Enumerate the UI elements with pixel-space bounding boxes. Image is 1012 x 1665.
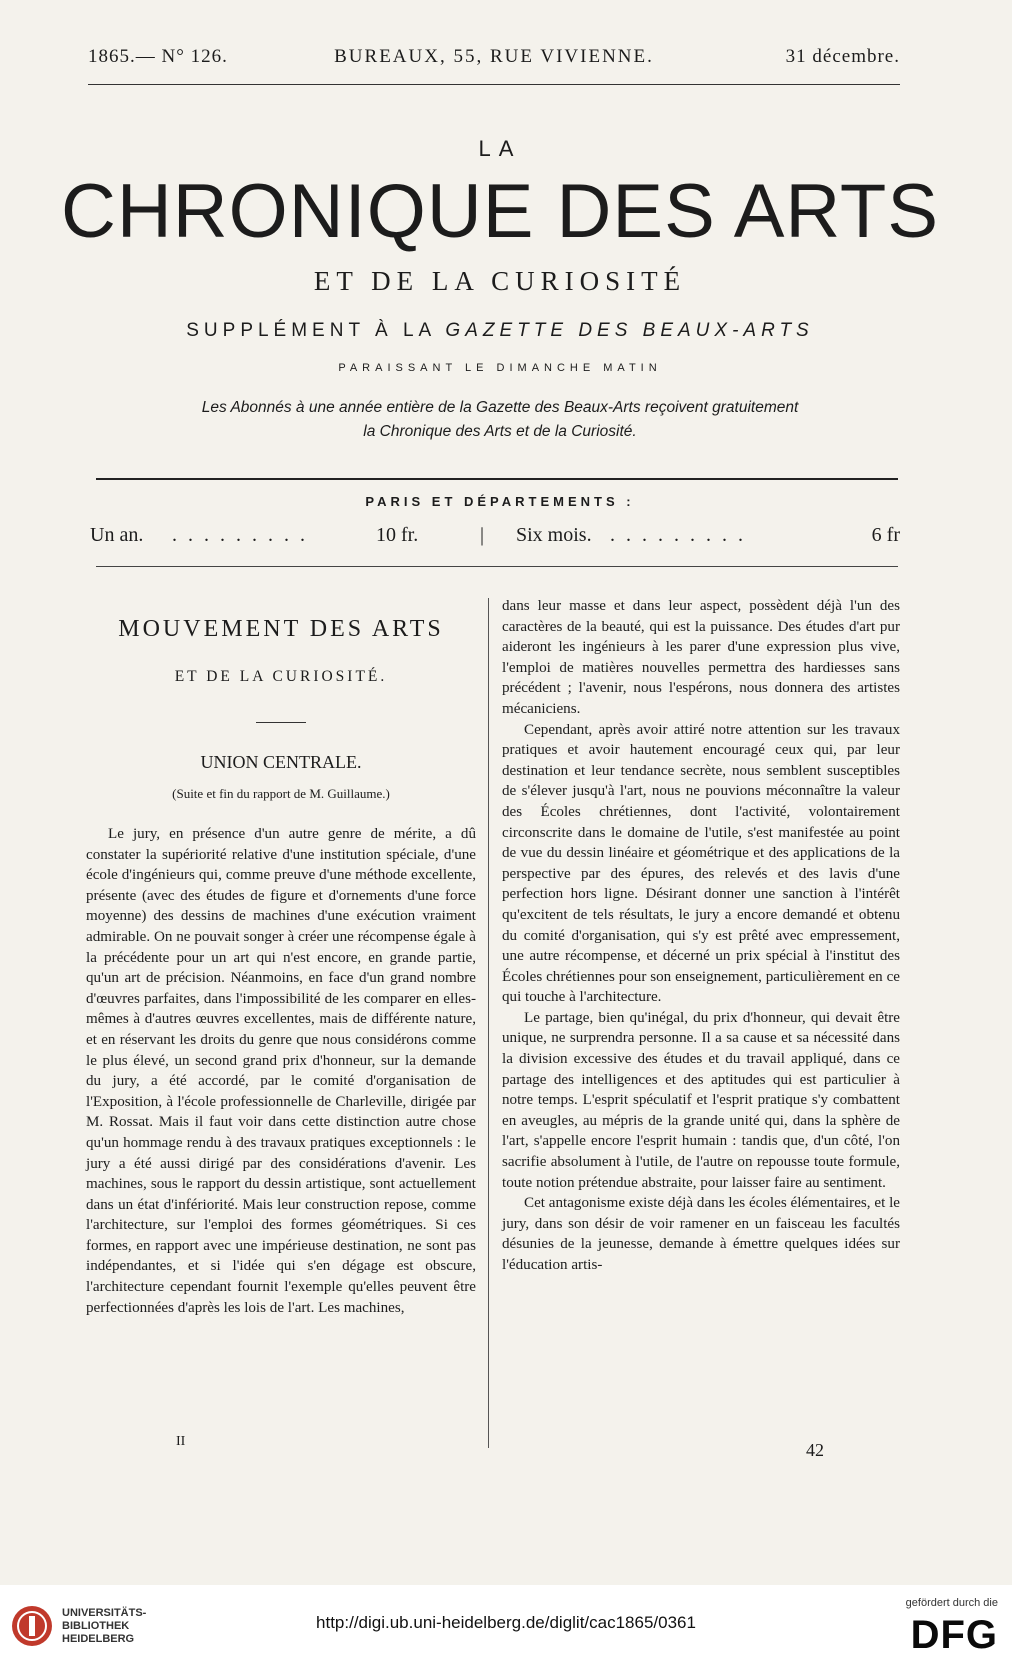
office-address: BUREAUX, 55, RUE VIVIENNE. [334, 46, 654, 67]
paragraph: Cet antagonisme existe déjà dans les écoles élémentaires, et le jury, dans son désir de voir ramener en un faisceau les facultés désunies de la jeunesse, demande à émettre quelques idées sur l'éducation artis- [502, 1195, 900, 1273]
gazette-name: GAZETTE DES BEAUX-ARTS [445, 320, 814, 341]
sheet-signature: II [176, 1434, 186, 1449]
price-separator: | [480, 524, 485, 546]
library-line-1: UNIVERSITÄTS- [62, 1607, 147, 1619]
article-heading: UNION CENTRALE. [200, 752, 362, 772]
continuation-note: (Suite et fin du rapport de M. Guillaume.) [172, 786, 390, 801]
issue-number: 1865.— N° 126. [88, 46, 228, 67]
subscription-heading: PARIS ET DÉPARTEMENTS : [365, 494, 635, 509]
supplement-prefix: SUPPLÉMENT À LA [186, 320, 436, 341]
masthead-subtitle: ET DE LA CURIOSITÉ [313, 266, 687, 296]
subscription-prices [88, 524, 900, 554]
subscriber-notice [0, 396, 1000, 444]
footer-bar [0, 1585, 1012, 1665]
header-line [88, 46, 900, 74]
paragraph: dans leur masse et dans leur aspect, possèdent déjà l'un des caractères de la beauté, qui est la puissance. Des études d'art pur aideront les ingénieurs à les parer d'une expression plus vive, l'emploi de matières nouvelles permettra des hardiesses sans précédent ; l'avenir, nous l'espérons, nous donnera des artistes mécaniciens. [502, 598, 900, 717]
masthead-title: CHRONIQUE DES ARTS [60, 169, 940, 254]
library-line-3: HEIDELBERG [62, 1633, 135, 1645]
notice-line-2: la Chronique des Arts et de la Curiosité. [363, 423, 637, 440]
section-divider [256, 722, 306, 723]
funding-note: gefördert durch die [905, 1597, 998, 1609]
column-divider [488, 598, 489, 1448]
section-subtitle: ET DE LA CURIOSITÉ. [174, 668, 388, 685]
masthead-article: LA [478, 136, 522, 161]
column-left [86, 824, 476, 1318]
year-price: 10 fr. [376, 524, 419, 546]
subscription-top-rule [96, 478, 898, 480]
library-line-2: BIBLIOTHEK [62, 1620, 130, 1632]
dfg-logo: DFG [910, 1613, 998, 1657]
year-label: Un an. [90, 524, 144, 546]
supplement-line [0, 320, 1000, 342]
header-rule [88, 84, 900, 85]
subscription-bottom-rule [96, 566, 898, 567]
year-dots: . . . . . . . . . [172, 524, 308, 546]
page-number: 42 [806, 1440, 824, 1460]
column-right [502, 596, 900, 1276]
paragraph: Le partage, bien qu'inégal, du prix d'honneur, qui devait être unique, ne surprendra personne. Il a sa cause et sa nécessité dans la division excessive des études et du travail appliqué, dans ce partage des intelligences et des aptitudes qui est particulier à notre temps. L'esprit spéculatif et l'esprit pratique s'y combattent en aveugles, au mépris de la grande unité qui, dans la sphère de l'art, s'appelle encore l'esprit humain : tandis que, d'un côté, l'on sacrifie absolument à l'utile, de l'autre on repousse toute formule, toute notion prétendue abstraite, pour laisser faire au sentiment. [502, 1009, 900, 1191]
six-months-dots: . . . . . . . . . [610, 524, 746, 546]
six-months-label: Six mois. [516, 524, 592, 546]
paragraph: Cependant, après avoir attiré notre attention sur les travaux pratiques et avoir hautement encouragé ceux qui, par leur destination et leur tendance secrète, nous semblent susceptibles de s'élever jusqu'à l'art, nous ne pouvions méconnaître la valeur des Écoles chrétiennes, dont l'activité, volontairement circonscrite dans le domaine de l'utile, s'est manifestée au point de vue du dessin linéaire et géométrique et des applications de la perspective par des épures, des relevés et des lavis d'une perfection hors ligne. Désirant donner une sanction à l'intérêt qu'excitent de tels résultats, le jury a encore demandé et obtenu du comité d'organisation, qui s'y est prêté avec empressement, une autre récompense, et décerné un prix spécial à l'institut des Écoles chrétiennes pour son enseignement, particulièrement en ce qui touche à l'architecture. [502, 721, 900, 1006]
source-url[interactable]: http://digi.ub.uni-heidelberg.de/diglit/cac1865/0361 [316, 1613, 696, 1632]
publication-schedule: PARAISSANT LE DIMANCHE MATIN [338, 362, 662, 374]
six-months-price: 6 fr [871, 524, 900, 546]
issue-date: 31 décembre. [785, 46, 900, 67]
notice-line-1: Les Abonnés à une année entière de la Gazette des Beaux-Arts reçoivent gratuitement [201, 399, 799, 416]
paragraph: Le jury, en présence d'un autre genre de mérite, a dû constater la supériorité relative d'une institution spéciale, d'une école d'ingénieurs qui, comme preuve d'une méthode excellente, présente (avec des études de figure et d'ornements d'une force moyenne) des dessins de machines d'une exécution vraiment admirable. On ne pouvait songer à créer une récompense égale à la précédente pour un art qui n'est encore, en grande partie, qu'un art de précision. Néanmoins, en face d'un grand nombre d'œuvres parfaites, dans l'impossibilité de les comparer en elles-mêmes à d'autres œuvres excellentes, mais de différente nature, et en réservant les droits du genre que nous considérons comme le plus élevé, un second grand prix d'honneur, sur la demande du jury, a été accordé, par le comité d'organisation de l'Exposition, à l'école professionnelle de Charleville, dirigée par M. Rossat. Mais il faut voir dans cette distinction autre chose qu'un hommage rendu à des travaux pratiques exceptionnels : le jury a été aussi dirigé par des considérations d'avenir. Les machines, sous le rapport du dessin artistique, sont actuellement dans un état d'infériorité. Mais leur construction repose, comme l'architecture, sur l'emploi des formes géométriques. Si ces formes, en rapport avec une impérieuse destination, ne sont pas indépendantes, et si l'idée qui s'en dégage est obscure, l'architecture cependant fournit l'exemple qu'elles peuvent être perfectionnées d'après les lois de l'art. Les machines, [86, 826, 476, 1316]
section-title: MOUVEMENT DES ARTS [118, 616, 444, 642]
